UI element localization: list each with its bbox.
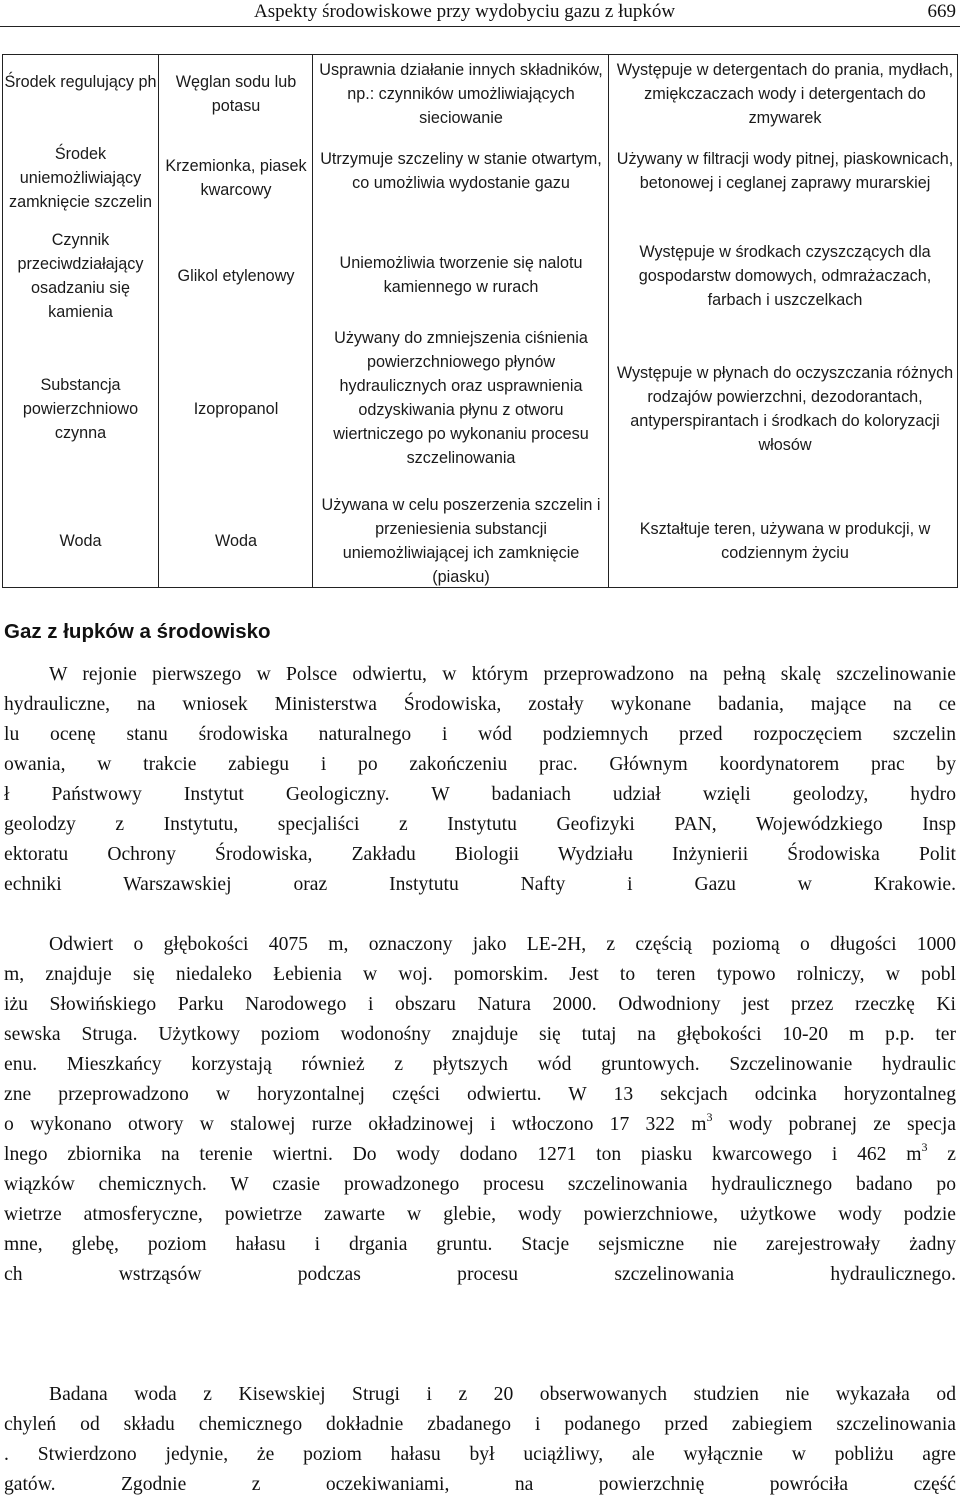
table-cell-function: Środek regulujący ph [4, 73, 157, 91]
text-line [4, 1290, 956, 1320]
text-line: iżu Słowińskiego Parku Narodowego i obszaru Natura 2000. Odwodniony jest przez rzeczkę Ki [4, 994, 956, 1015]
text-line: lu ocenę stanu środowiska naturalnego i wód podziemnych przed rozpoczęciem szczelin [4, 724, 956, 745]
table-cell-uses: Występuje w środkach czyszczących dla gospodarstw domowych, odmrażaczach, farbach i uszczelkach [638, 243, 932, 309]
table-cell-uses: Występuje w detergentach do prania, mydłach, zmiękczaczach wody i detergentach do zmywarek [616, 61, 954, 127]
text-line: ł Państwowy Instytut Geologiczny. W badaniach udział wzięli geolodzy, hydro [4, 784, 956, 805]
column-divider [312, 55, 313, 587]
running-header [0, 0, 960, 27]
text-line: Badana woda z Kisewskiej Strugi i z 20 obserwowanych studzien nie wykazała od [49, 1384, 956, 1405]
text-line: W rejonie pierwszego w Polsce odwiertu, w którym przeprowadzono na pełną skalę szczelinowanie [49, 664, 956, 685]
table-cell-purpose: Używana w celu poszerzenia szczelin i przeniesienia substancji uniemożliwiającej ich zamknięcie (piasku) [321, 496, 601, 586]
running-title: Aspekty środowiskowe przy wydobyciu gazu z łupków [254, 1, 676, 22]
text-line: hydrauliczne, na wniosek Ministerstwa Środowiska, zostały wykonane badania, mające na ce [4, 694, 956, 715]
text-line: gatów. Zgodnie z oczekiwaniami, na powierzchnię powróciła część [4, 1474, 956, 1495]
table-cell-compound: Glikol etylenowy [177, 267, 295, 285]
table-cell-compound: Węglan sodu lub potasu [175, 73, 297, 115]
table-cell-purpose: Utrzymuje szczeliny w stanie otwartym, co umożliwia wydostanie gazu [320, 150, 602, 192]
column-divider [608, 55, 609, 587]
section-heading: Gaz z łupków a środowisko [4, 620, 271, 643]
text-line: echniki Warszawskiej oraz Instytutu Nafty i Gazu w Krakowie. [4, 874, 956, 895]
text-line: wietrze atmosferyczne, powietrze zawarte w glebie, wody powierzchniowe, użytkowe wody podzie [4, 1204, 956, 1225]
text-line [4, 900, 956, 930]
table-cell-purpose: Używany do zmniejszenia ciśnienia powierzchniowego płynów hydraulicznych oraz usprawnienia odzyskiwania płynu z otworu wiertniczego po wykonaniu procesu szczelinowania [333, 329, 589, 467]
text-line [4, 1320, 956, 1350]
table-cell-uses: Używany w filtracji wody pitnej, piaskownicach, betonowej i ceglanej zaprawy murarskiej [616, 150, 954, 192]
table-cell-compound: Krzemionka, piasek kwarcowy [165, 157, 307, 199]
chemicals-table [2, 54, 958, 588]
text-line: lnego zbiornika na terenie wiertni. Do wody dodano 1271 ton piasku kwarcowego i 462 $m^3$ z [4, 1140, 956, 1165]
text-line: mne, glebę, poziom hałasu i drgania gruntu. Stacje sejsmiczne nie zarejestrowały żadny [4, 1234, 956, 1255]
paragraph [4, 660, 956, 930]
table-cell-function: Substancja powierzchniowo czynna [22, 376, 139, 442]
text-line: enu. Mieszkańcy korzystają również z płytszych wód gruntowych. Szczelinowanie hydraulic [4, 1054, 956, 1075]
table-cell-uses: Kształtuje teren, używana w produkcji, w codziennym życiu [639, 520, 931, 562]
column-divider [158, 55, 159, 587]
table-cell-purpose: Usprawnia działanie innych składników, np.: czynników umożliwiających sieciowanie [319, 61, 603, 127]
paragraph [4, 930, 956, 1380]
text-line: chyleń od składu chemicznego dokładnie zbadanego i podanego przed zabiegiem szczelinowania [4, 1414, 956, 1435]
text-line: o wykonano otwory w stalowej rurze okładzinowej i wtłoczono 17 322 $m^3$ wody pobranej ze specja [4, 1110, 956, 1135]
table-cell-uses: Występuje w płynach do oczyszczania różnych rodzajów powierzchni, dezodorantach, antyperspirantach i środkach do koloryzacji włosów [616, 364, 954, 454]
table-cell-purpose: Uniemożliwia tworzenie się nalotu kamiennego w rurach [339, 254, 583, 296]
text-line [4, 1350, 956, 1380]
text-line: ektoratu Ochrony Środowiska, Zakładu Biologii Wydziału Inżynierii Środowiska Polit [4, 844, 956, 865]
text-line: wiązków chemicznych. W czasie prowadzonego procesu szczelinowania hydraulicznego badano po [4, 1174, 956, 1195]
table-cell-compound: Izopropanol [193, 400, 279, 418]
text-line: m, znajduje się niedaleko Łebienia w woj. pomorskim. Jest to teren typowo rolniczy, w pobl [4, 964, 956, 985]
text-line: sewska Struga. Użytkowy poziom wodonośny znajduje się tutaj na głębokości 10-20 m p.p. ter [4, 1024, 956, 1045]
text-line: zne przeprowadzono w horyzontalnej części odwiertu. W 13 sekcjach odcinka horyzontalneg [4, 1084, 956, 1105]
table-cell-function: Woda [59, 532, 102, 550]
text-line: . Stwierdzono jedynie, że poziom hałasu był uciążliwy, ale wyłącznie w pobliżu agre [4, 1444, 956, 1465]
page-number: 669 [927, 1, 956, 22]
text-line: owania, w trakcie zabiegu i po zakończeniu prac. Głównym koordynatorem prac by [4, 754, 956, 775]
text-line: Odwiert o głębokości 4075 m, oznaczony jako LE-2H, z częścią poziomą o długości 1000 [49, 934, 956, 955]
body-text [4, 660, 956, 1500]
table-cell-compound: Woda [215, 532, 257, 550]
table-cell-function: Czynnik przeciwdziałający osadzaniu się kamienia [17, 231, 144, 321]
text-line: geolodzy z Instytutu, specjaliści z Instytutu Geofizyki PAN, Wojewódzkiego Insp [4, 814, 956, 835]
table-cell-function: Środek uniemożliwiający zamknięcie szczelin [8, 145, 153, 211]
paragraph [4, 1380, 956, 1500]
text-line: ch wstrząsów podczas procesu szczelinowania hydraulicznego. [4, 1264, 956, 1285]
